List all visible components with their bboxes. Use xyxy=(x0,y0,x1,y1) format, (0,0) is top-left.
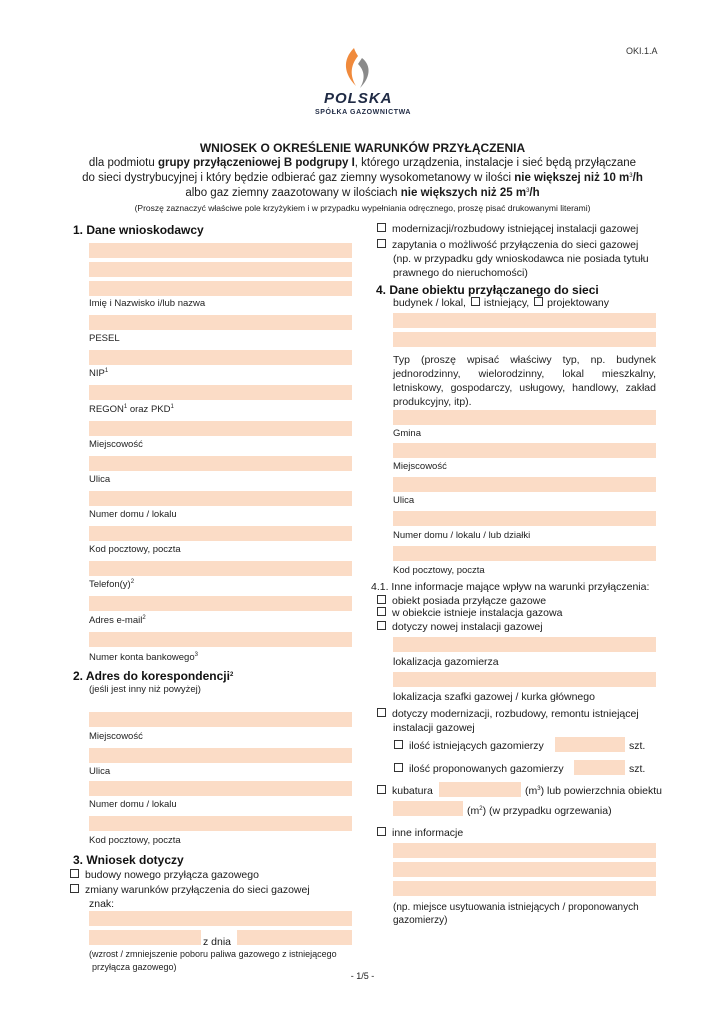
section-1-title: 1. Dane wnioskodawcy xyxy=(73,223,204,237)
obj-postal-label: Kod pocztowy, poczta xyxy=(393,565,485,576)
other-field-1[interactable] xyxy=(393,843,656,858)
phone-field[interactable] xyxy=(89,561,352,576)
corr-field-4[interactable] xyxy=(89,816,352,831)
page-number: - 1/5 - xyxy=(350,971,375,981)
checkbox[interactable] xyxy=(377,827,386,836)
name-label: Imię i Nazwisko i/lub nazwa xyxy=(89,298,206,309)
option-other-info[interactable]: inne informacje xyxy=(377,827,463,839)
option-new-connection[interactable]: budowy nowego przyłącza gazowego xyxy=(70,869,259,881)
kubatura-unit: $(m^3)$ lub powierzchnia obiektu xyxy=(525,785,662,797)
obj-city-field[interactable] xyxy=(393,443,656,458)
existing-meters-field[interactable] xyxy=(555,737,625,752)
street-field[interactable] xyxy=(89,456,352,471)
checkbox[interactable] xyxy=(377,595,386,604)
postal-label: Kod pocztowy, poczta xyxy=(89,544,181,555)
company-logo xyxy=(300,46,430,122)
corr-field-2[interactable] xyxy=(89,748,352,763)
sign-label: znak: xyxy=(89,898,115,910)
section-4-title: 4. Dane obiektu przyłączanego do sieci xyxy=(376,283,599,297)
meter-location-label: lokalizacja gazomierza xyxy=(393,656,499,668)
date-field-a[interactable] xyxy=(89,930,201,945)
form-code: OKI.1.A xyxy=(626,46,658,56)
type-field-2[interactable] xyxy=(393,332,656,347)
obj-postal-field[interactable] xyxy=(393,546,656,561)
corr-field-3[interactable] xyxy=(89,781,352,796)
street-label: Ulica xyxy=(89,474,111,485)
obj-street-label: Ulica xyxy=(393,495,415,506)
header-line-1: dla podmiotu grupy przyłączeniowej B podgrupy I, którego urządzenia, instalacje i sieć będą przyłączane xyxy=(88,157,637,169)
nip-field[interactable] xyxy=(89,350,352,365)
option-existing-meters[interactable]: ilość istniejących gazomierzy xyxy=(394,740,544,752)
section-3-title: 3. Wniosek dotyczy xyxy=(73,853,184,867)
corr-house-label: Numer domu / lokalu xyxy=(89,799,177,810)
option-kubatura[interactable]: kubatura xyxy=(377,785,433,797)
gmina-field[interactable] xyxy=(393,410,656,425)
corr-city-label: Miejscowość xyxy=(89,731,143,742)
form-title: WNIOSEK O OKREŚLENIE WARUNKÓW PRZYŁĄCZENIA xyxy=(199,141,526,155)
bank-field[interactable] xyxy=(89,632,352,647)
flame-icon xyxy=(340,46,380,92)
option-inquiry[interactable]: zapytania o możliwość przyłączenia do sieci gazowej xyxy=(377,239,638,251)
corr-postal-label: Kod pocztowy, poczta xyxy=(89,835,181,846)
name-field-1[interactable] xyxy=(89,243,352,258)
other-field-2[interactable] xyxy=(393,862,656,877)
option-proposed-meters[interactable]: ilość proponowanych gazomierzy xyxy=(394,763,564,775)
checkbox[interactable] xyxy=(394,763,403,772)
checkbox[interactable] xyxy=(377,621,386,630)
section-41-title: 4.1. Inne informacje mające wpływ na warunki przyłączenia: xyxy=(371,581,650,593)
option-modernization[interactable]: modernizacji/rozbudowy istniejącej instalacji gazowej xyxy=(377,223,638,235)
option-has-installation[interactable]: w obiekcie istnieje instalacja gazowa xyxy=(377,607,562,619)
proposed-meters-field[interactable] xyxy=(574,760,625,775)
inquiry-note-1: (np. w przypadku gdy wnioskodawca nie posiada tytułu xyxy=(393,253,649,265)
date-label: z dnia xyxy=(203,936,232,948)
postal-field[interactable] xyxy=(89,526,352,541)
city-field[interactable] xyxy=(89,421,352,436)
area-unit: $(m^2)$ (w przypadku ogrzewania) xyxy=(467,805,612,817)
obj-street-field[interactable] xyxy=(393,477,656,492)
regon-field[interactable] xyxy=(89,385,352,400)
header-line-2: do sieci dystrybucyjnej i który będzie odbierać gaz ziemny wysokometanowy w ilości nie większej niż 10 $m^3/h$ xyxy=(82,172,643,184)
checkbox-existing[interactable] xyxy=(471,297,480,306)
pesel-label: PESEL xyxy=(89,333,120,344)
gmina-label: Gmina xyxy=(393,428,421,439)
obj-house-field[interactable] xyxy=(393,511,656,526)
checkbox[interactable] xyxy=(377,708,386,717)
proposed-meters-unit: szt. xyxy=(629,763,646,775)
corr-field-1[interactable] xyxy=(89,712,352,727)
house-field[interactable] xyxy=(89,491,352,506)
pesel-field[interactable] xyxy=(89,315,352,330)
checkbox[interactable] xyxy=(70,884,79,893)
other-note-2: gazomierzy) xyxy=(393,915,448,926)
modernization-note: instalacji gazowej xyxy=(393,722,475,734)
regon-label: REGON$^1$ oraz PKD$^1$ xyxy=(89,404,174,415)
obj-house-label: Numer domu / lokalu / lub działki xyxy=(393,530,531,541)
kubatura-field[interactable] xyxy=(439,782,521,797)
checkbox-planned[interactable] xyxy=(534,297,543,306)
bank-label: Numer konta bankowego$^3$ xyxy=(89,652,198,663)
name-field-3[interactable] xyxy=(89,281,352,296)
building-options: budynek / lokal, istniejący, projektowany xyxy=(393,297,610,309)
meter-location-field[interactable] xyxy=(393,637,656,652)
cabinet-location-field[interactable] xyxy=(393,672,656,687)
corr-street-label: Ulica xyxy=(89,766,111,777)
type-desc: Typ (proszę wpisać właściwy typ, np. budynek jednorodzinny, wielorodzinny, lokal mieszkalny, letniskowy, gospodarczy, usługowy, handlowy, zakład produkcyjny, itp). xyxy=(393,354,656,408)
inquiry-note-2: prawnego do nieruchomości) xyxy=(393,267,528,279)
s3-note-1: (wzrost / zmniejszenie poboru paliwa gazowego z istniejącego xyxy=(89,949,337,959)
option-has-connection[interactable]: obiekt posiada przyłącze gazowe xyxy=(377,595,546,607)
type-field-1[interactable] xyxy=(393,313,656,328)
existing-meters-unit: szt. xyxy=(629,740,646,752)
nip-label: NIP$^1$ xyxy=(89,368,109,379)
date-field-b[interactable] xyxy=(237,930,352,945)
obj-city-label: Miejscowość xyxy=(393,461,447,472)
logo-subtitle: SPÓŁKA GAZOWNICTWA xyxy=(315,109,412,116)
header-note: (Proszę zaznaczyć właściwe pole krzyżykiem i w przypadku wypełniania odręcznego, proszę pisać drukowanymi literami) xyxy=(134,203,591,213)
header-line-3: albo gaz ziemny zaazotowany w ilościach nie większych niż 25 $m^3/h$ xyxy=(185,187,540,199)
city-label: Miejscowość xyxy=(89,439,143,450)
option-change-conditions[interactable]: zmiany warunków przyłączenia do sieci gazowej xyxy=(70,884,310,896)
email-field[interactable] xyxy=(89,596,352,611)
area-field[interactable] xyxy=(393,801,463,816)
logo-brand: POLSKA xyxy=(324,90,393,107)
house-label: Numer domu / lokalu xyxy=(89,509,177,520)
option-modernization-installation[interactable]: dotyczy modernizacji, rozbudowy, remontu istniejącej xyxy=(377,708,639,720)
checkbox[interactable] xyxy=(70,869,79,878)
option-new-installation[interactable]: dotyczy nowej instalacji gazowej xyxy=(377,621,543,633)
email-label: Adres e-mail$^2$ xyxy=(89,615,146,626)
s3-note-2: przyłącza gazowego) xyxy=(92,962,177,972)
name-field-2[interactable] xyxy=(89,262,352,277)
other-note-1: (np. miejsce usytuowania istniejących / proponowanych xyxy=(393,902,639,913)
checkbox[interactable] xyxy=(394,740,403,749)
cabinet-location-label: lokalizacja szafki gazowej / kurka głównego xyxy=(393,691,595,703)
section-2-subtitle: (jeśli jest inny niż powyżej) xyxy=(89,684,201,695)
sign-field[interactable] xyxy=(89,911,352,926)
phone-label: $Telefon(y)^2$ xyxy=(89,579,135,590)
checkbox[interactable] xyxy=(377,607,386,616)
section-2-title: 2. Adres do korespondencji$^2$ xyxy=(73,669,234,683)
checkbox[interactable] xyxy=(377,223,386,232)
other-field-3[interactable] xyxy=(393,881,656,896)
checkbox[interactable] xyxy=(377,785,386,794)
checkbox[interactable] xyxy=(377,239,386,248)
